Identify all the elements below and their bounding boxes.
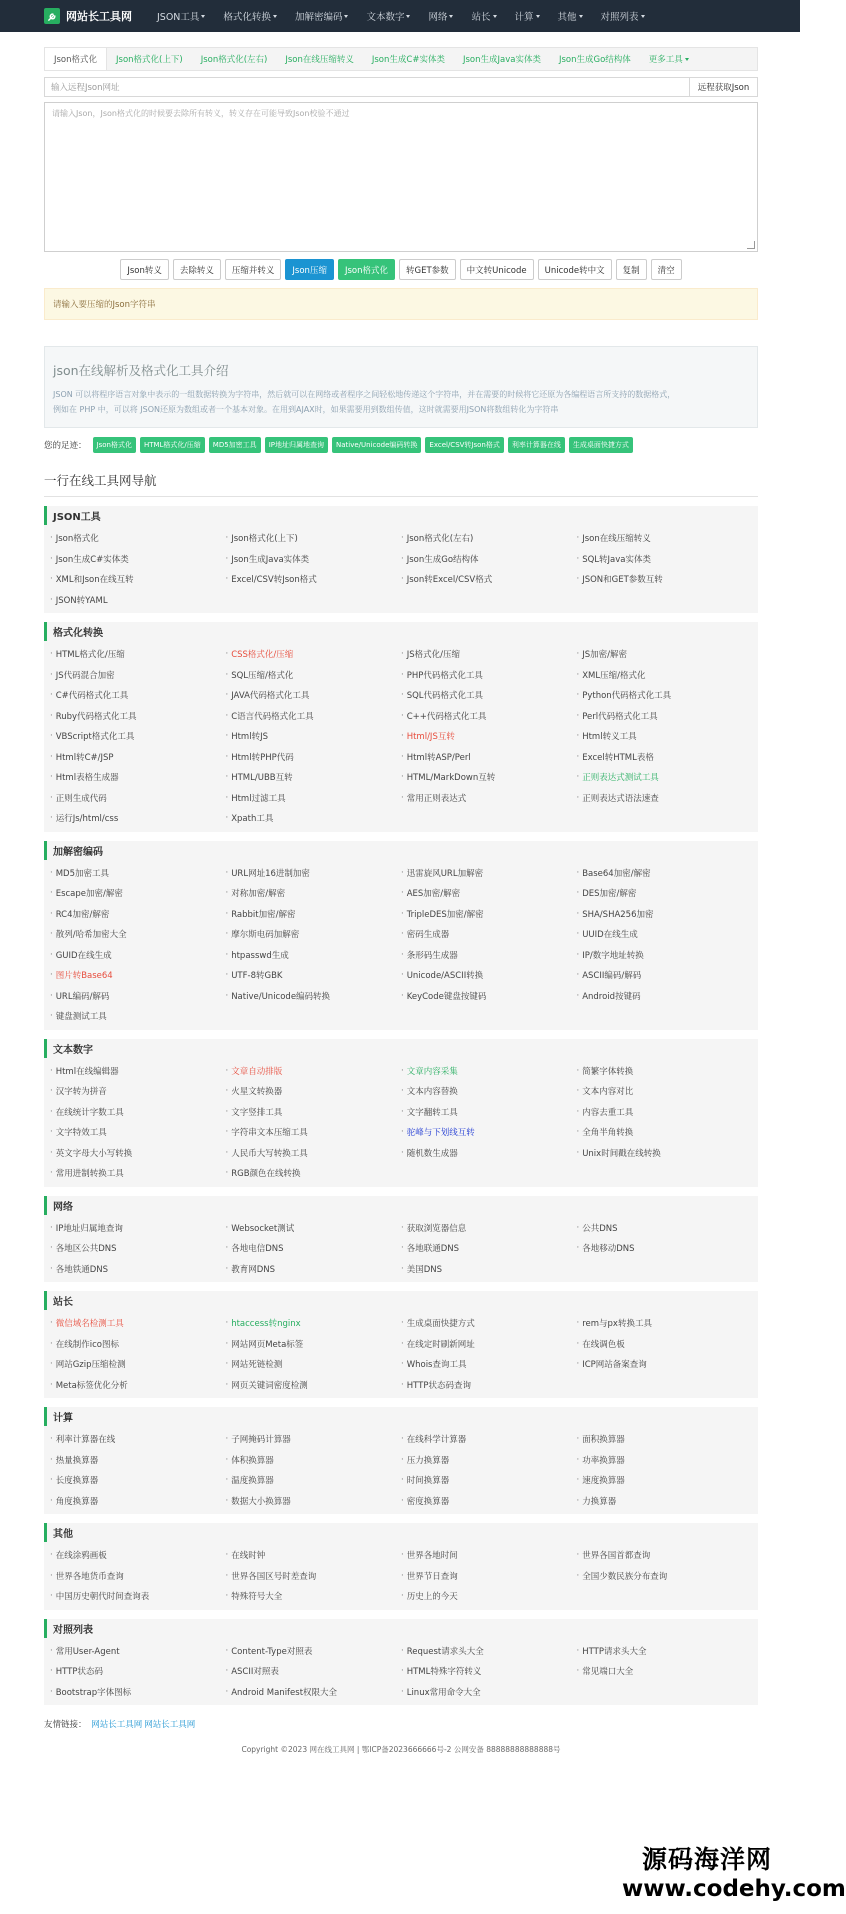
fetch-remote-json-button[interactable]: 远程获取Json — [690, 77, 758, 97]
tool-link[interactable]: · 面积换算器 — [577, 1429, 753, 1450]
nav-item-label: 网络 — [428, 12, 448, 23]
tool-link[interactable]: · Ruby代码格式化工具 — [50, 706, 226, 727]
tool-link[interactable]: · Whois查询工具 — [401, 1354, 577, 1375]
tool-link[interactable]: · 利率计算器在线 — [50, 1429, 226, 1450]
tool-link[interactable]: · JS代码混合加密 — [50, 665, 226, 686]
tab-label: Json生成Go结构体 — [558, 55, 631, 65]
tool-link[interactable]: · 公共DNS — [577, 1218, 753, 1239]
nav-menu — [148, 0, 654, 32]
tab-label: Json在线压缩转义 — [285, 55, 354, 65]
tool-link[interactable]: · 汉字转为拼音 — [50, 1081, 226, 1102]
tool-link[interactable]: · JSON和GET参数互转 — [577, 569, 753, 590]
tool-link[interactable]: · Request请求头大全 — [401, 1641, 577, 1662]
action-button-1[interactable]: 去除转义 — [173, 259, 221, 280]
tool-link[interactable]: · Content-Type对照表 — [226, 1641, 402, 1662]
tool-link[interactable]: · 文章内容采集 — [401, 1061, 577, 1082]
intro-title: json在线解析及格式化工具介绍 — [53, 363, 229, 378]
watermark-line-2: www.codehy.com — [622, 1876, 846, 1902]
tool-link[interactable]: · Html/JS互转 — [401, 726, 577, 747]
nav-item-label: 加解密编码 — [294, 12, 343, 23]
tool-categories — [44, 506, 758, 1705]
action-button-2[interactable]: 压缩并转义 — [225, 259, 282, 280]
tool-link[interactable]: · HTML/UBB互转 — [226, 767, 402, 788]
tool-link[interactable]: · ICP网站备案查询 — [577, 1354, 753, 1375]
tool-link[interactable]: · Json生成Java实体类 — [226, 549, 402, 570]
remote-url-row — [44, 77, 758, 97]
intro-panel — [44, 346, 758, 428]
category-7 — [44, 1523, 758, 1610]
category-title: 其他 — [44, 1523, 758, 1542]
chevron-down-icon — [536, 15, 540, 18]
nav-item-1[interactable] — [214, 0, 286, 32]
tool-link[interactable]: · 世界各地时间 — [401, 1545, 577, 1566]
tool-tabs — [44, 47, 758, 71]
tool-link[interactable]: · 驼峰与下划线互转 — [401, 1122, 577, 1143]
tool-link[interactable]: · 在线时钟 — [226, 1545, 402, 1566]
tool-link[interactable]: · 全角半角转换 — [577, 1122, 753, 1143]
tool-link[interactable]: · 世界节日查询 — [401, 1566, 577, 1587]
tool-link[interactable]: · MD5加密工具 — [50, 863, 226, 884]
tool-link[interactable]: · Json转Excel/CSV格式 — [401, 569, 577, 590]
tool-link[interactable]: · HTML格式化/压缩 — [50, 644, 226, 665]
category-title: JSON工具 — [44, 506, 758, 525]
footprint-tag[interactable]: Excel/CSV转Json格式 — [425, 437, 503, 453]
category-title: 文本数字 — [44, 1039, 758, 1058]
intro-line-1: JSON 可以将程序语言对象中表示的一组数据转换为字符串，然后就可以在网络或者程序之间轻松地传递这个字符串，并在需要的时候将它还原为各编程语言所支持的数据格式， — [53, 390, 676, 399]
tool-link[interactable]: · Unicode/ASCII转换 — [401, 965, 577, 986]
tool-link[interactable]: · Json在线压缩转义 — [577, 528, 753, 549]
nav-item-label: 文本数字 — [366, 12, 405, 23]
tool-link[interactable]: · 教育网DNS — [226, 1259, 402, 1280]
remote-url-input[interactable]: 输入远程Json网址 — [44, 77, 690, 97]
nav-item-6[interactable] — [506, 0, 549, 32]
tool-nav-heading: 一行在线工具网导航 — [44, 471, 758, 497]
tool-link[interactable]: · 世界各国首都查询 — [577, 1545, 753, 1566]
tool-link[interactable]: · HTML特殊字符转义 — [401, 1661, 577, 1682]
tool-link[interactable]: · Html过滤工具 — [226, 788, 402, 809]
footprint-tag[interactable]: IP地址归属地查询 — [265, 437, 328, 453]
tool-link[interactable]: · htaccess转nginx — [226, 1313, 402, 1334]
tool-link[interactable]: · 美国DNS — [401, 1259, 577, 1280]
tool-link[interactable]: · 在线统计字数工具 — [50, 1102, 226, 1123]
chevron-down-icon — [273, 15, 277, 18]
tool-link[interactable]: · Escape加密/解密 — [50, 883, 226, 904]
action-button-3[interactable]: Json压缩 — [285, 259, 334, 280]
tool-link[interactable]: · 温度换算器 — [226, 1470, 402, 1491]
tool-link[interactable]: · 各地联通DNS — [401, 1238, 577, 1259]
nav-item-8[interactable] — [592, 0, 654, 32]
brand[interactable] — [44, 8, 132, 24]
tool-link[interactable]: · 网站Gzip压缩检测 — [50, 1354, 226, 1375]
brand-name: 网站长工具网 — [66, 10, 132, 23]
tool-link[interactable]: · 微信域名检测工具 — [50, 1313, 226, 1334]
tool-link[interactable]: · 功率换算器 — [577, 1450, 753, 1471]
tool-link[interactable]: · 网站死链检测 — [226, 1354, 402, 1375]
nav-item-4[interactable] — [419, 0, 462, 32]
tool-link[interactable]: · 各地电信DNS — [226, 1238, 402, 1259]
tool-link[interactable]: · Html转PHP代码 — [226, 747, 402, 768]
tool-link[interactable]: · 正则表达式语法速查 — [577, 788, 753, 809]
action-button-6[interactable]: 中文转Unicode — [460, 259, 534, 280]
chevron-down-icon — [449, 15, 453, 18]
tool-link[interactable]: · 正则生成代码 — [50, 788, 226, 809]
tab-5[interactable] — [454, 48, 550, 70]
copyright: Copyright ©2023 网在线工具网 | 鄂ICP备2023666666号-2 公网安备 88888888888888号 — [241, 1745, 561, 1754]
footprint-tag[interactable]: 利率计算器在线 — [508, 437, 565, 453]
tool-link[interactable]: · 常见端口大全 — [577, 1661, 753, 1682]
category-grid — [44, 525, 758, 610]
tool-link[interactable]: · JAVA代码格式化工具 — [226, 685, 402, 706]
chevron-down-icon — [641, 15, 645, 18]
tool-link[interactable]: · 火星文转换器 — [226, 1081, 402, 1102]
nav-item-0[interactable] — [148, 0, 214, 32]
tab-label: Json格式化(上下) — [116, 55, 183, 65]
wrench-icon — [44, 8, 60, 24]
tool-link[interactable]: · URL网址16进制加密 — [226, 863, 402, 884]
action-button-5[interactable]: 转GET参数 — [399, 259, 456, 280]
tool-link[interactable]: · 在线科学计算器 — [401, 1429, 577, 1450]
nav-item-5[interactable] — [462, 0, 505, 32]
tool-link[interactable]: · 世界各国区号时差查询 — [226, 1566, 402, 1587]
tool-link[interactable]: · 英文字母大小写转换 — [50, 1143, 226, 1164]
tool-link[interactable]: · C++代码格式化工具 — [401, 706, 577, 727]
tab-4[interactable] — [363, 48, 454, 70]
tool-link[interactable]: · SQL压缩/格式化 — [226, 665, 402, 686]
action-button-8[interactable]: 复制 — [616, 259, 647, 280]
category-6 — [44, 1407, 758, 1514]
category-5 — [44, 1291, 758, 1398]
tool-link[interactable]: · 键盘测试工具 — [50, 1006, 226, 1027]
tab-7[interactable] — [640, 48, 698, 70]
tool-link[interactable]: · Android按键码 — [577, 986, 753, 1007]
watermark — [622, 1840, 846, 1902]
tool-link[interactable]: · Html转义工具 — [577, 726, 753, 747]
tool-link[interactable]: · HTTP状态码查询 — [401, 1375, 577, 1396]
tool-link[interactable]: · 常用正则表达式 — [401, 788, 577, 809]
tool-link[interactable]: · C#代码格式化工具 — [50, 685, 226, 706]
category-grid — [44, 1542, 758, 1607]
tool-link[interactable]: · Websocket测试 — [226, 1218, 402, 1239]
tab-2[interactable] — [192, 48, 277, 70]
tab-6[interactable] — [550, 48, 640, 70]
tool-link[interactable]: · Xpath工具 — [226, 808, 402, 829]
category-grid — [44, 1310, 758, 1395]
tool-link[interactable]: · 各地移动DNS — [577, 1238, 753, 1259]
tool-link[interactable]: · AES加密/解密 — [401, 883, 577, 904]
tool-link[interactable]: · 网站网页Meta标签 — [226, 1334, 402, 1355]
tool-link[interactable]: · IP/数字地址转换 — [577, 945, 753, 966]
tool-link[interactable]: · 全国少数民族分布查询 — [577, 1566, 753, 1587]
tool-link[interactable]: · UTF-8转GBK — [226, 965, 402, 986]
chevron-down-icon — [344, 15, 348, 18]
resize-handle-icon[interactable] — [747, 241, 755, 249]
tab-1[interactable] — [107, 48, 192, 70]
tool-link[interactable]: · VBScript格式化工具 — [50, 726, 226, 747]
tool-link[interactable]: · HTTP状态码 — [50, 1661, 226, 1682]
tool-link[interactable]: · Rabbit加密/解密 — [226, 904, 402, 925]
tool-link[interactable]: · HTML/MarkDown互转 — [401, 767, 577, 788]
footprint-tag[interactable]: HTML格式化/压缩 — [140, 437, 205, 453]
footprint-tag[interactable]: 生成桌面快捷方式 — [569, 437, 633, 453]
tool-link[interactable]: · C语言代码格式化工具 — [226, 706, 402, 727]
category-title: 格式化转换 — [44, 622, 758, 641]
tool-link[interactable]: · UUID在线生成 — [577, 924, 753, 945]
action-button-7[interactable]: Unicode转中文 — [538, 259, 612, 280]
nav-item-7[interactable] — [549, 0, 592, 32]
tool-link[interactable]: · 简繁字体转换 — [577, 1061, 753, 1082]
tool-link[interactable]: · 在线涂鸦画板 — [50, 1545, 226, 1566]
tool-link[interactable]: · 时间换算器 — [401, 1470, 577, 1491]
footprint-tag[interactable]: MD5加密工具 — [209, 437, 261, 453]
tool-link[interactable]: · 文字翻转工具 — [401, 1102, 577, 1123]
tab-0[interactable] — [45, 48, 107, 70]
tool-link[interactable]: · 特殊符号大全 — [226, 1586, 402, 1607]
tool-link[interactable]: · HTTP请求头大全 — [577, 1641, 753, 1662]
category-0 — [44, 506, 758, 613]
tool-link[interactable]: · URL编码/解码 — [50, 986, 226, 1007]
tool-link[interactable]: · Html在线编辑器 — [50, 1061, 226, 1082]
json-input-textarea[interactable] — [44, 102, 758, 252]
tab-3[interactable] — [276, 48, 363, 70]
category-grid — [44, 1426, 758, 1511]
tool-link[interactable]: · SQL代码格式化工具 — [401, 685, 577, 706]
tool-link[interactable]: · Html表格生成器 — [50, 767, 226, 788]
category-title: 计算 — [44, 1407, 758, 1426]
action-button-0[interactable]: Json转义 — [120, 259, 169, 280]
tool-link[interactable]: · 在线调色板 — [577, 1334, 753, 1355]
tool-link[interactable]: · 力换算器 — [577, 1491, 753, 1512]
tool-link[interactable]: · 各地铁通DNS — [50, 1259, 226, 1280]
category-4 — [44, 1196, 758, 1283]
tool-link[interactable]: · Excel/CSV转Json格式 — [226, 569, 402, 590]
tool-link[interactable]: · rem与px转换工具 — [577, 1313, 753, 1334]
tool-link[interactable]: · Meta标签优化分析 — [50, 1375, 226, 1396]
tool-link[interactable]: · Bootstrap字体图标 — [50, 1682, 226, 1703]
tool-link[interactable]: · RGB颜色在线转换 — [226, 1163, 402, 1184]
tool-link[interactable]: · 在线定时刷新网址 — [401, 1334, 577, 1355]
nav-item-label: 计算 — [514, 12, 534, 23]
action-button-9[interactable]: 清空 — [651, 259, 682, 280]
tool-link[interactable]: · GUID在线生成 — [50, 945, 226, 966]
tool-link[interactable]: · 正则表达式测试工具 — [577, 767, 753, 788]
tool-link[interactable]: · 网页关键词密度检测 — [226, 1375, 402, 1396]
tool-link[interactable]: · 字符串文本压缩工具 — [226, 1122, 402, 1143]
category-grid — [44, 860, 758, 1027]
tool-link[interactable]: · PHP代码格式化工具 — [401, 665, 577, 686]
tool-link[interactable]: · htpasswd生成 — [226, 945, 402, 966]
tool-link[interactable]: · Json格式化(上下) — [226, 528, 402, 549]
footprint-tag[interactable]: Json格式化 — [93, 437, 136, 453]
nav-item-label: 其他 — [557, 12, 577, 23]
tool-link[interactable]: · Native/Unicode编码转换 — [226, 986, 402, 1007]
category-grid — [44, 1638, 758, 1703]
chevron-down-icon — [406, 15, 410, 18]
tool-link[interactable]: · 子网掩码计算器 — [226, 1429, 402, 1450]
nav-item-label: JSON工具 — [157, 12, 200, 23]
textarea-placeholder: 请输入Json，Json格式化的时候要去除所有转义，转义存在可能导致Json校验不通过 — [52, 109, 350, 118]
tool-link[interactable]: · 内容去重工具 — [577, 1102, 753, 1123]
tab-label: Json格式化(左右) — [200, 55, 268, 65]
history-footprint — [44, 437, 758, 453]
category-title: 网络 — [44, 1196, 758, 1215]
tab-label: Json生成C#实体类 — [371, 55, 445, 65]
tool-link[interactable]: · XML和Json在线互转 — [50, 569, 226, 590]
tool-link[interactable]: · Html转JS — [226, 726, 402, 747]
tool-link[interactable]: · 文本内容替换 — [401, 1081, 577, 1102]
tool-link[interactable]: · Json生成C#实体类 — [50, 549, 226, 570]
status-alert: 请输入要压缩的Json字符串 — [44, 288, 758, 320]
tool-link[interactable]: · Perl代码格式化工具 — [577, 706, 753, 727]
tool-link[interactable]: · Json格式化(左右) — [401, 528, 577, 549]
friend-links-label: 友情链接： — [44, 1720, 87, 1730]
tool-link[interactable]: · 文字竖排工具 — [226, 1102, 402, 1123]
tool-link[interactable]: · JS加密/解密 — [577, 644, 753, 665]
chevron-down-icon — [579, 15, 583, 18]
tool-link[interactable]: · Excel转HTML表格 — [577, 747, 753, 768]
category-title: 加解密编码 — [44, 841, 758, 860]
tool-link[interactable]: · 文本内容对比 — [577, 1081, 753, 1102]
tool-link[interactable]: · 人民币大写转换工具 — [226, 1143, 402, 1164]
tool-link[interactable]: · XML压缩/格式化 — [577, 665, 753, 686]
footprint-label: 您的足迹： — [44, 441, 87, 451]
friend-links — [44, 1718, 758, 1730]
tool-link[interactable]: · IP地址归属地查询 — [50, 1218, 226, 1239]
tool-link[interactable]: · 在线制作ico图标 — [50, 1334, 226, 1355]
tool-link[interactable]: · 文章自动排版 — [226, 1061, 402, 1082]
tool-link[interactable]: · Json生成Go结构体 — [401, 549, 577, 570]
tool-link[interactable]: · 散列/哈希加密大全 — [50, 924, 226, 945]
tool-link[interactable]: · 运行Js/html/css — [50, 808, 226, 829]
category-8 — [44, 1619, 758, 1706]
nav-item-label: 站长 — [471, 12, 491, 23]
tool-link[interactable]: · SHA/SHA256加密 — [577, 904, 753, 925]
tool-link[interactable]: · 条形码生成器 — [401, 945, 577, 966]
action-button-4[interactable]: Json格式化 — [338, 259, 395, 280]
tool-link[interactable]: · Linux常用命令大全 — [401, 1682, 577, 1703]
tool-link[interactable]: · CSS格式化/压缩 — [226, 644, 402, 665]
tool-link[interactable]: · TripleDES加密/解密 — [401, 904, 577, 925]
tool-link[interactable]: · Base64加密/解密 — [577, 863, 753, 884]
friend-link[interactable]: 网站长工具网 — [91, 1720, 143, 1730]
tool-link[interactable]: · 热量换算器 — [50, 1450, 226, 1471]
category-3 — [44, 1039, 758, 1187]
tool-link[interactable]: · 图片转Base64 — [50, 965, 226, 986]
tool-link[interactable]: · Unix时间戳在线转换 — [577, 1143, 753, 1164]
tool-link[interactable]: · 体积换算器 — [226, 1450, 402, 1471]
nav-item-2[interactable] — [286, 0, 358, 32]
tool-link[interactable]: · 中国历史朝代时间查询表 — [50, 1586, 226, 1607]
tool-link[interactable]: · Html转C#/JSP — [50, 747, 226, 768]
tab-label: Json格式化 — [54, 55, 98, 65]
category-grid — [44, 1058, 758, 1184]
tab-label: 更多工具 — [648, 55, 683, 65]
tool-link[interactable]: · Html转ASP/Perl — [401, 747, 577, 768]
tool-link[interactable]: · SQL转Java实体类 — [577, 549, 753, 570]
category-title: 站长 — [44, 1291, 758, 1310]
tool-link[interactable]: · DES加密/解密 — [577, 883, 753, 904]
nav-item-3[interactable] — [357, 0, 419, 32]
tool-link[interactable]: · 常用User-Agent — [50, 1641, 226, 1662]
tool-link[interactable]: · 文字特效工具 — [50, 1122, 226, 1143]
tool-link[interactable]: · 历史上的今天 — [401, 1586, 577, 1607]
tool-link[interactable]: · 生成桌面快捷方式 — [401, 1313, 577, 1334]
tool-link[interactable]: · 压力换算器 — [401, 1450, 577, 1471]
tool-link[interactable]: · ASCII编码/解码 — [577, 965, 753, 986]
tool-link[interactable]: · RC4加密/解密 — [50, 904, 226, 925]
tool-link[interactable]: · 角度换算器 — [50, 1491, 226, 1512]
top-navbar — [0, 0, 800, 32]
category-2 — [44, 841, 758, 1030]
tool-link[interactable]: · 速度换算器 — [577, 1470, 753, 1491]
tool-link[interactable]: · 随机数生成器 — [401, 1143, 577, 1164]
tool-link[interactable]: · ASCII对照表 — [226, 1661, 402, 1682]
tool-link[interactable]: · 长度换算器 — [50, 1470, 226, 1491]
tool-link[interactable]: · 各地区公共DNS — [50, 1238, 226, 1259]
tab-label: Json生成Java实体类 — [462, 55, 541, 65]
tool-link[interactable]: · KeyCode键盘按键码 — [401, 986, 577, 1007]
tool-link[interactable]: · Android Manifest权限大全 — [226, 1682, 402, 1703]
intro-text — [53, 387, 749, 417]
tool-link[interactable]: · 数据大小换算器 — [226, 1491, 402, 1512]
chevron-down-icon — [685, 58, 689, 61]
main-container — [44, 47, 758, 1755]
friend-link[interactable]: 网站长工具网 — [144, 1720, 196, 1730]
tool-link[interactable]: · 获取浏览器信息 — [401, 1218, 577, 1239]
category-grid — [44, 641, 758, 829]
watermark-line-1: 源码海洋网 — [641, 1845, 772, 1874]
tool-link[interactable]: · 迅雷旋风URL加解密 — [401, 863, 577, 884]
tool-link[interactable]: · 摩尔斯电码加解密 — [226, 924, 402, 945]
category-1 — [44, 622, 758, 832]
chevron-down-icon — [493, 15, 497, 18]
tool-link[interactable]: · 世界各地货币查询 — [50, 1566, 226, 1587]
intro-line-2: 例如在 PHP 中，可以将 JSON还原为数组或者一个基本对象。在用到AJAX时，如果需要用到数组传值，这时就需要用JSON将数组转化为字符串 — [53, 405, 559, 414]
tool-link[interactable]: · JS格式化/压缩 — [401, 644, 577, 665]
tool-link[interactable]: · 密码生成器 — [401, 924, 577, 945]
tool-link[interactable]: · 常用进制转换工具 — [50, 1163, 226, 1184]
nav-item-label: 格式化转换 — [223, 12, 271, 23]
action-buttons — [44, 259, 758, 280]
nav-item-label: 对照列表 — [600, 12, 639, 23]
tool-link[interactable]: · 密度换算器 — [401, 1491, 577, 1512]
tool-link[interactable]: · 对称加密/解密 — [226, 883, 402, 904]
tool-link[interactable]: · Json格式化 — [50, 528, 226, 549]
footprint-tag[interactable]: Native/Unicode编码转换 — [332, 437, 421, 453]
tool-link[interactable]: · JSON转YAML — [50, 590, 226, 611]
tool-link[interactable]: · Python代码格式化工具 — [577, 685, 753, 706]
chevron-down-icon — [201, 15, 205, 18]
category-grid — [44, 1215, 758, 1280]
category-title: 对照列表 — [44, 1619, 758, 1638]
